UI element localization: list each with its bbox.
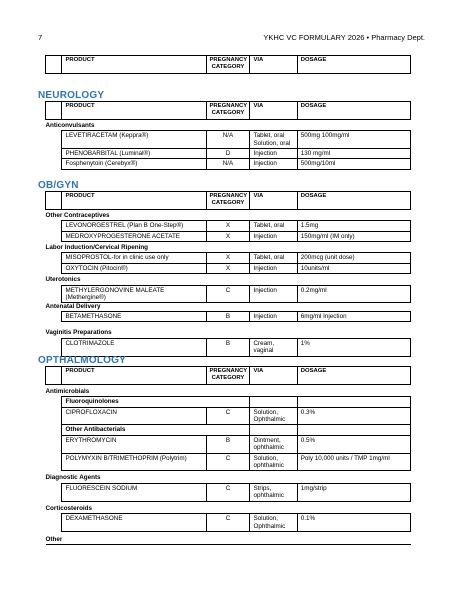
table-row [46,453,411,471]
dosage-cell: 1.5mg [297,221,410,231]
col-dosage: DOSAGE [297,102,410,120]
table-row [46,407,411,425]
pregnancy-cell: B [206,338,250,356]
table-row [46,149,411,159]
pregnancy-cell: C [206,285,250,303]
product-cell: OXYTOCIN (Pitocin®) [62,263,206,273]
category-label: Antimicrobials [45,387,90,395]
via-cell: Injection [250,231,297,241]
table-row [46,483,411,501]
product-cell: BETAMETHASONE [62,311,206,321]
dosage-cell: 0.2mg/ml [297,285,410,303]
dosage-cell: 150mg/ml (IM only) [297,231,410,241]
pregnancy-cell: C [206,453,250,471]
product-cell: Fosphenytoin (Cerebyx®) [62,159,206,169]
dosage-cell: 6mg/ml Injection [297,311,410,321]
col-via: VIA [250,192,297,210]
product-cell: DEXAMETHASONE [62,514,206,532]
table-row [46,131,411,149]
product-cell: ERYTHROMYCIN [62,435,206,453]
col-dosage: DOSAGE [297,367,410,385]
via-cell: Tablet, oral Solution, oral [250,131,297,149]
pregnancy-cell: C [206,483,250,501]
category-row [46,209,411,220]
col-pregnancy: PREGNANCY CATEGORY [206,367,250,385]
table-row [46,159,411,169]
dosage-cell: 500mg/10ml [297,159,410,169]
via-cell: Ointment, ophthalmic [250,435,297,453]
category-label: Labor Induction/Cervical Ripening [45,244,149,252]
via-cell: Injection [250,285,297,303]
subcategory-label: Fluoroquinolones [62,397,206,407]
table-header-row [46,192,411,210]
pregnancy-cell: C [206,407,250,425]
col-product: PRODUCT [62,367,206,385]
product-cell: FLUORESCEIN SODIUM [62,483,206,501]
category-row [46,322,411,338]
obgyn-table [45,191,411,357]
col-product: PRODUCT [62,56,206,74]
dosage-cell: 130 mg/ml [297,149,410,159]
category-row [46,274,411,285]
pregnancy-cell: B [206,311,250,321]
table-row [46,221,411,231]
via-cell: Injection [250,149,297,159]
col-via: VIA [250,102,297,120]
table-header-row [46,56,411,74]
product-cell: MEDROXYPROGESTERONE ACETATE [62,231,206,241]
category-row [46,384,411,396]
via-cell: Solution, Ophthalmic [250,407,297,425]
product-cell: CIPROFLOXACIN [62,407,206,425]
table-header-row [46,102,411,120]
category-label: Uterotonics [45,276,81,284]
category-label: Diagnostic Agents [45,474,101,482]
table-row [46,435,411,453]
dosage-cell: 0.3% [297,407,410,425]
category-label: Other Contraceptives [45,211,110,219]
neurology-table [45,101,411,170]
pregnancy-cell: X [206,263,250,273]
col-dosage: DOSAGE [297,192,410,210]
via-cell: Solution, ophthalmic [250,453,297,471]
category-label: Antenatal Delivery [45,303,101,311]
page-number: 7 [38,33,43,42]
product-cell: CLOTRIMAZOLE [62,338,206,356]
category-row [46,242,411,253]
table-row [46,514,411,532]
product-cell: LEVONORGESTREL (Plan B One-Step®) [62,221,206,231]
section-title-opthalmology: OPTHALMOLOGY [38,355,126,366]
pregnancy-cell: C [206,514,250,532]
col-via: VIA [250,56,297,74]
table-row [46,263,411,273]
pregnancy-cell: D [206,149,250,159]
col-product: PRODUCT [62,192,206,210]
page-header [38,33,425,45]
dosage-cell: 0.1% [297,514,410,532]
category-row [46,501,411,513]
pregnancy-cell: X [206,231,250,241]
category-label: Corticosteroids [45,504,93,512]
product-cell: POLYMYXIN B/TRIMETHOPRIM (Polytrim) [62,453,206,471]
dosage-cell: 1% [297,338,410,356]
product-cell: MISOPROSTOL-for in clinic use only [62,253,206,263]
col-pregnancy: PREGNANCY CATEGORY [206,192,250,210]
product-cell: METHYLERGONOVINE MALEATE (Methergine®) [62,285,206,303]
subcategory-row [46,425,411,435]
table-row [46,285,411,303]
section-title-obgyn: OB/GYN [38,180,79,191]
category-row [46,531,411,544]
table-row [46,311,411,321]
via-cell: Tablet, oral [250,221,297,231]
product-cell: LEVETIRACETAM (Keppra®) [62,131,206,149]
dosage-cell: 1mg/strip [297,483,410,501]
category-row [46,471,411,483]
product-cell: PHENOBARBITAL (Luminal®) [62,149,206,159]
col-pregnancy: PREGNANCY CATEGORY [206,56,250,74]
dosage-cell: 0.5% [297,435,410,453]
document-title: YKHC VC FORMULARY 2026 • Pharmacy Dept. [263,33,425,42]
category-row [46,119,411,130]
subcategory-label: Other Antibacterials [62,425,206,435]
pregnancy-cell: X [206,221,250,231]
subcategory-row [46,397,411,407]
category-row [46,303,411,311]
pregnancy-cell: B [206,435,250,453]
dosage-cell: Poly 10,000 units / TMP 1mg/ml [297,453,410,471]
table-header-row [46,367,411,385]
section-title-neurology: NEUROLOGY [38,90,105,101]
table-row [46,231,411,241]
category-label: Other [46,531,411,544]
dosage-cell: 10units/ml [297,263,410,273]
pregnancy-cell: N/A [206,131,250,149]
col-product: PRODUCT [62,102,206,120]
table-row [46,253,411,263]
category-label: Vaginitis Preparations [45,329,112,337]
via-cell: Injection [250,311,297,321]
dosage-cell: 200mcg (unit dose) [297,253,410,263]
via-cell: Cream, vaginal [250,338,297,356]
dosage-cell: 500mg 100mg/ml [297,131,410,149]
via-cell: Injection [250,263,297,273]
table-row [46,338,411,356]
via-cell: Injection [250,159,297,169]
col-pregnancy: PREGNANCY CATEGORY [206,102,250,120]
top-header-table [45,55,411,74]
category-label: Anticonvulsants [45,121,95,129]
opthalmology-table [45,366,411,545]
col-via: VIA [250,367,297,385]
col-dosage: DOSAGE [297,56,410,74]
pregnancy-cell: N/A [206,159,250,169]
pregnancy-cell: X [206,253,250,263]
via-cell: Tablet, oral [250,253,297,263]
via-cell: Solution, Ophthalmic [250,514,297,532]
via-cell: Strips, ophthalmic [250,483,297,501]
